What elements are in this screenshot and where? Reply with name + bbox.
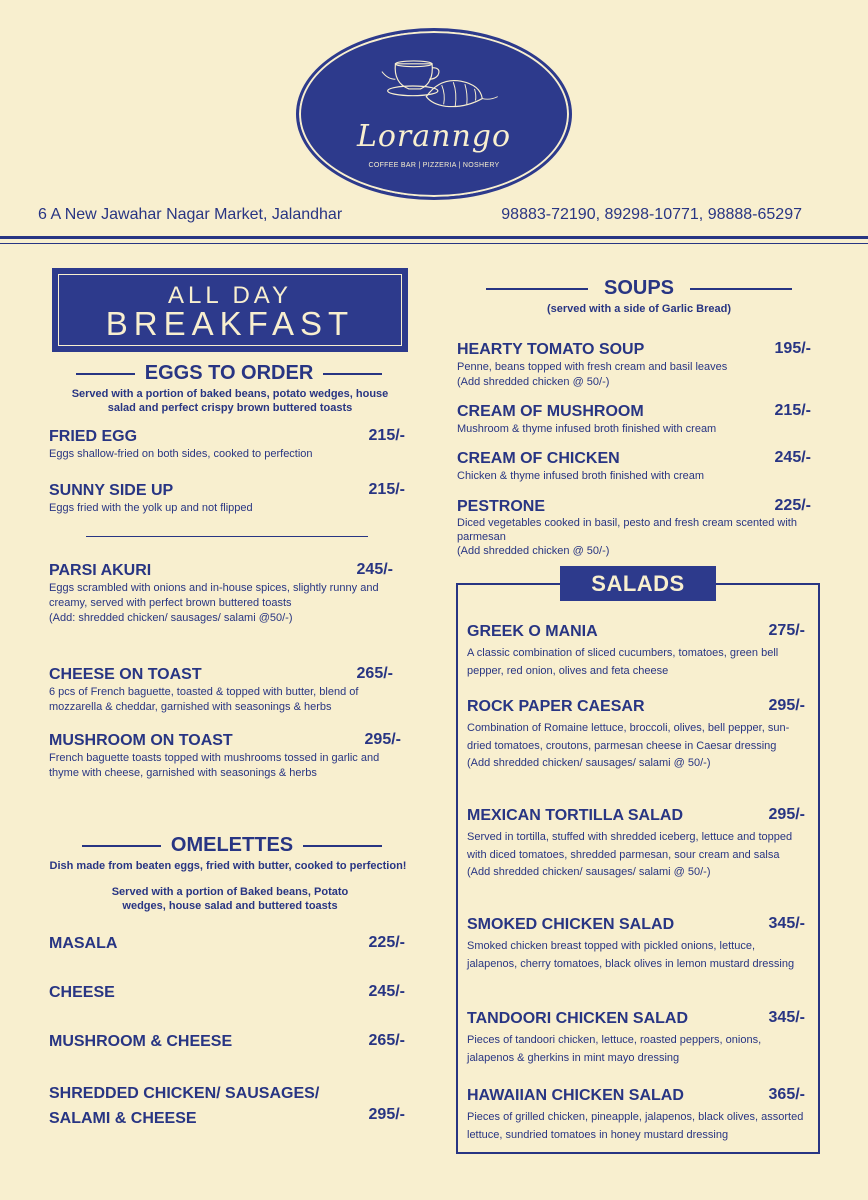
phone-numbers: 98883-72190, 89298-10771, 98888-65297 — [501, 206, 802, 223]
menu-item: MUSHROOM & CHEESE 265/- — [49, 1032, 405, 1050]
menu-item: TANDOORI CHICKEN SALAD 345/- Pieces of tandoori chicken, lettuce, roasted peppers, onions, jalapenos & gherkins in mint mayo dressing — [467, 1009, 805, 1064]
eggs-heading: EGGS TO ORDER — [76, 362, 382, 385]
menu-item: CREAM OF CHICKEN 245/- Chicken & thyme infused broth finished with cream — [457, 449, 811, 482]
brand-tagline: COFFEE BAR | PIZZERIA | NOSHERY — [368, 162, 500, 169]
header-rule-thin — [0, 243, 868, 244]
menu-item: MUSHROOM ON TOAST 295/- French baguette toasts topped with mushrooms tossed in garlic and thyme with cheese, garnished with seasonings & herbs — [49, 731, 401, 779]
brand-logo — [296, 28, 572, 200]
breakfast-title-bottom: BREAKFAST — [105, 305, 355, 342]
salads-heading: SALADS — [560, 566, 716, 601]
header-rule — [0, 236, 868, 239]
brand-name: Loranngo — [356, 119, 512, 154]
menu-item: SMOKED CHICKEN SALAD 345/- Smoked chicken breast topped with pickled onions, lettuce, jalapenos, cherry tomatoes, black olives in lemon mustard dressing — [467, 915, 805, 970]
menu-item: SHREDDED CHICKEN/ SAUSAGES/ SALAMI & CHEESE 295/- — [49, 1085, 405, 1127]
menu-item: GREEK O MANIA 275/- A classic combination of sliced cucumbers, tomatoes, green bell pepper, red onion, olives and feta cheese — [467, 622, 805, 677]
menu-item: CHEESE ON TOAST 265/- 6 pcs of French baguette, toasted & topped with butter, blend of mozzarella & cheddar, garnished with seasonings & herbs — [49, 665, 393, 713]
menu-item: ROCK PAPER CAESAR 295/- Combination of Romaine lettuce, broccoli, olives, bell pepper, sun-dried tomatoes, croutons, parmesan cheese in Caesar dressing (Add shredded chicken/ sausages/ salami @ 50/-) — [467, 697, 805, 769]
soups-heading: SOUPS — [486, 277, 792, 300]
menu-item: MASALA 225/- — [49, 934, 405, 952]
omelettes-heading: OMELETTES — [82, 834, 382, 857]
menu-item: CREAM OF MUSHROOM 215/- Mushroom & thyme infused broth finished with cream — [457, 402, 811, 435]
breakfast-title-top: ALL DAY — [167, 282, 293, 309]
section-divider — [86, 536, 368, 537]
menu-item: FRIED EGG 215/- Eggs shallow-fried on both sides, cooked to perfection — [49, 427, 405, 460]
menu-item: PARSI AKURI 245/- Eggs scrambled with onions and in-house spices, slightly runny and creamy, served with perfect brown buttered toasts (Add: shredded chicken/ sausages/ salami @50/-) — [49, 561, 393, 624]
eggs-note: Served with a portion of baked beans, potato wedges, house salad and perfect crispy brown buttered toasts — [71, 388, 389, 414]
menu-item: CHEESE 245/- — [49, 983, 405, 1001]
coffee-croissant-icon — [299, 31, 569, 197]
omelettes-note: Dish made from beaten eggs, fried with butter, cooked to perfection! — [49, 860, 407, 872]
menu-item: MEXICAN TORTILLA SALAD 295/- Served in tortilla, stuffed with shredded iceberg, lettuce and topped with diced tomatoes, shredded parmesan, sour cream and salsa (Add shredded chicken/ sausages/ salami @ 50/-) — [467, 806, 805, 878]
breakfast-banner — [52, 268, 408, 352]
menu-item: SUNNY SIDE UP 215/- Eggs fried with the yolk up and not flipped — [49, 481, 405, 514]
menu-item: HAWAIIAN CHICKEN SALAD 365/- Pieces of grilled chicken, pineapple, jalapenos, black olives, assorted lettuce, sundried tomatoes in honey mustard dressing — [467, 1086, 805, 1141]
menu-item: PESTRONE 225/- Diced vegetables cooked in basil, pesto and fresh cream scented with parmesan (Add shredded chicken @ 50/-) — [457, 497, 811, 557]
address: 6 A New Jawahar Nagar Market, Jalandhar — [38, 206, 343, 223]
omelettes-served-note: Served with a portion of Baked beans, Potato wedges, house salad and buttered toasts — [111, 886, 349, 912]
menu-item: HEARTY TOMATO SOUP 195/- Penne, beans topped with fresh cream and basil leaves (Add shredded chicken @ 50/-) — [457, 340, 811, 388]
soups-note: (served with a side of Garlic Bread) — [546, 303, 731, 315]
